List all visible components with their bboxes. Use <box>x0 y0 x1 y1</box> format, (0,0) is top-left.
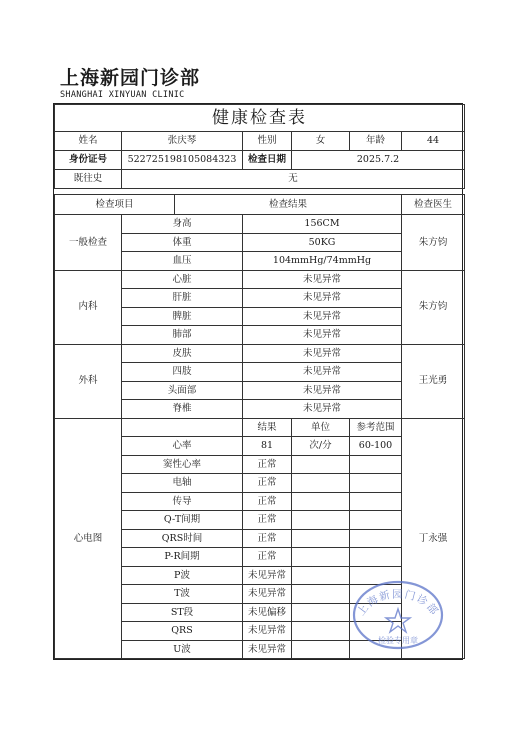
ecg-unit <box>292 585 350 604</box>
ecg-unit: 次/分 <box>292 437 350 456</box>
name-label: 姓名 <box>55 132 122 151</box>
ecg-item: ST段 <box>122 603 243 622</box>
internal-item: 肺部 <box>122 326 243 345</box>
ecg-section-label: 心电图 <box>55 418 122 659</box>
surgery-result: 未见异常 <box>243 363 402 382</box>
ecg-item: P波 <box>122 566 243 585</box>
general-item: 血压 <box>122 252 243 271</box>
ecg-item: T波 <box>122 585 243 604</box>
ecg-range <box>350 455 402 474</box>
ecg-range <box>350 474 402 493</box>
date-label: 检查日期 <box>243 151 292 170</box>
ecg-range <box>350 566 402 585</box>
ecg-col-unit: 单位 <box>292 418 350 437</box>
ecg-item: 传导 <box>122 492 243 511</box>
col-header-items: 检查项目 <box>55 195 175 215</box>
history-value: 无 <box>122 170 465 189</box>
general-section-label: 一般检查 <box>55 215 122 271</box>
ecg-item: 窦性心率 <box>122 455 243 474</box>
general-item: 身高 <box>122 215 243 234</box>
ecg-range <box>350 548 402 567</box>
ecg-unit <box>292 474 350 493</box>
form-title: 健康检查表 <box>55 105 465 132</box>
gender-label: 性别 <box>243 132 292 151</box>
ecg-unit <box>292 548 350 567</box>
ecg-item: QRS <box>122 622 243 641</box>
history-label: 既往史 <box>55 170 122 189</box>
ecg-range <box>350 511 402 530</box>
ecg-doctor: 丁永强 <box>402 418 465 659</box>
gender-value: 女 <box>292 132 350 151</box>
ecg-result: 正常 <box>243 548 292 567</box>
ecg-result: 正常 <box>243 529 292 548</box>
form-table <box>54 104 465 659</box>
ecg-unit <box>292 492 350 511</box>
internal-result: 未见异常 <box>243 307 402 326</box>
ecg-unit <box>292 511 350 530</box>
date-value: 2025.7.2 <box>292 151 465 170</box>
general-result: 156CM <box>243 215 402 234</box>
ecg-result: 正常 <box>243 455 292 474</box>
surgery-result: 未见异常 <box>243 381 402 400</box>
ecg-result: 未见异常 <box>243 640 292 659</box>
clinic-name: 上海新园门诊部 <box>60 67 201 89</box>
ecg-result: 未见异常 <box>243 585 292 604</box>
general-result: 50KG <box>243 233 402 252</box>
ecg-result: 未见异常 <box>243 622 292 641</box>
surgery-section-label: 外科 <box>55 344 122 418</box>
ecg-result: 正常 <box>243 492 292 511</box>
id-value: 522725198105084323 <box>122 151 243 170</box>
surgery-item: 脊椎 <box>122 400 243 419</box>
internal-result: 未见异常 <box>243 326 402 345</box>
ecg-item: 电轴 <box>122 474 243 493</box>
ecg-range <box>350 603 402 622</box>
ecg-item: U波 <box>122 640 243 659</box>
ecg-col-range: 参考范围 <box>350 418 402 437</box>
ecg-result: 未见偏移 <box>243 603 292 622</box>
ecg-range <box>350 529 402 548</box>
general-doctor: 朱方钧 <box>402 215 465 271</box>
ecg-unit <box>292 603 350 622</box>
name-value: 张庆琴 <box>122 132 243 151</box>
ecg-header-blank <box>122 418 243 437</box>
internal-section-label: 内科 <box>55 270 122 344</box>
clinic-name-en: SHANGHAI XINYUAN CLINIC <box>60 90 185 100</box>
internal-item: 心脏 <box>122 270 243 289</box>
general-item: 体重 <box>122 233 243 252</box>
internal-doctor: 朱方钧 <box>402 270 465 344</box>
ecg-range <box>350 622 402 641</box>
surgery-item: 皮肤 <box>122 344 243 363</box>
ecg-item: QRS时间 <box>122 529 243 548</box>
ecg-range <box>350 585 402 604</box>
ecg-range: 60-100 <box>350 437 402 456</box>
health-check-form <box>53 103 463 660</box>
ecg-range <box>350 640 402 659</box>
ecg-unit <box>292 529 350 548</box>
internal-result: 未见异常 <box>243 270 402 289</box>
surgery-result: 未见异常 <box>243 400 402 419</box>
ecg-result: 正常 <box>243 511 292 530</box>
col-header-results: 检查结果 <box>175 195 402 215</box>
id-label: 身份证号 <box>55 151 122 170</box>
ecg-unit <box>292 640 350 659</box>
ecg-item: Q-T间期 <box>122 511 243 530</box>
ecg-item: 心率 <box>122 437 243 456</box>
ecg-result: 正常 <box>243 474 292 493</box>
surgery-item: 四肢 <box>122 363 243 382</box>
internal-result: 未见异常 <box>243 289 402 308</box>
ecg-item: P-R间期 <box>122 548 243 567</box>
ecg-col-result: 结果 <box>243 418 292 437</box>
surgery-result: 未见异常 <box>243 344 402 363</box>
internal-item: 肝脏 <box>122 289 243 308</box>
age-label: 年龄 <box>350 132 402 151</box>
surgery-item: 头面部 <box>122 381 243 400</box>
surgery-doctor: 王光勇 <box>402 344 465 418</box>
col-header-doctor: 检查医生 <box>402 195 465 215</box>
age-value: 44 <box>402 132 465 151</box>
ecg-unit <box>292 455 350 474</box>
stamp-text-bottom: 检验专用章 <box>378 636 418 645</box>
internal-item: 脾脏 <box>122 307 243 326</box>
ecg-result: 未见异常 <box>243 566 292 585</box>
ecg-range <box>350 492 402 511</box>
ecg-unit <box>292 622 350 641</box>
ecg-unit <box>292 566 350 585</box>
general-result: 104mmHg/74mmHg <box>243 252 402 271</box>
stamp-text-top: 上海新园门诊部 <box>355 588 441 619</box>
ecg-result: 81 <box>243 437 292 456</box>
